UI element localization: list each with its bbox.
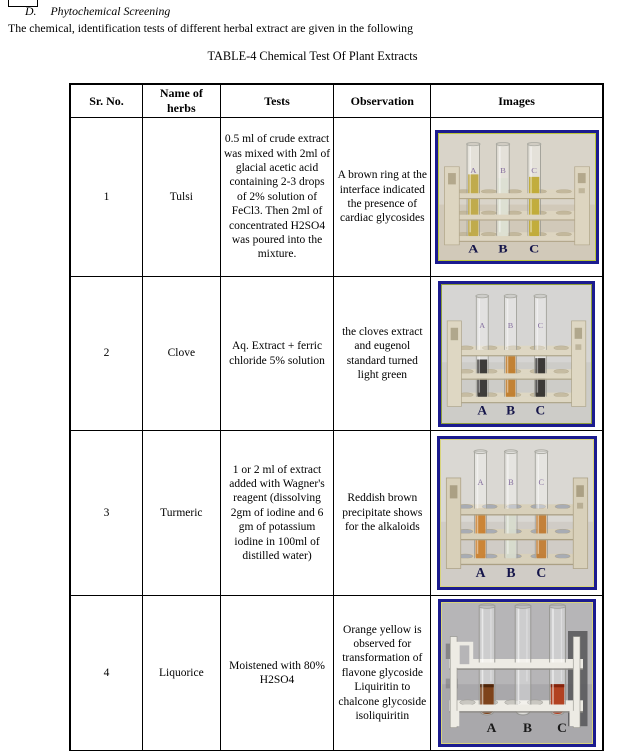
sr-no-cell: 4 [70, 596, 143, 751]
table-row [70, 596, 603, 751]
test-tube-rack-photo [441, 602, 593, 744]
test-tube-rack-photo [440, 439, 594, 587]
table-row [70, 431, 603, 596]
svg-text:C: C [530, 166, 537, 175]
svg-text:A: A [479, 320, 486, 330]
table-title: TABLE-4 Chemical Test Of Plant Extracts [207, 49, 418, 63]
svg-text:A: A [475, 565, 486, 581]
svg-text:A: A [477, 478, 484, 488]
svg-text:C: C [556, 720, 567, 735]
image-cell [431, 118, 603, 277]
photo-turmeric-test [437, 436, 597, 590]
image-cell [431, 277, 603, 431]
image-cell [431, 596, 603, 751]
herb-cell: Turmeric [143, 431, 221, 596]
sr-no-cell: 1 [70, 118, 143, 277]
observation-cell: the cloves extract and eugenol standard turned light green [334, 277, 431, 431]
svg-text:A: A [469, 166, 476, 175]
observation-cell: Reddish brown precipitate shows for the alkaloids [334, 431, 431, 596]
section-heading [25, 4, 170, 19]
svg-text:C: C [538, 478, 544, 488]
svg-text:C: C [528, 242, 539, 256]
svg-text:A: A [486, 720, 496, 735]
svg-text:A: A [467, 242, 478, 256]
svg-text:B: B [499, 166, 506, 175]
photo-tulsi-test [435, 130, 599, 264]
section-title: Phytochemical Screening [50, 4, 171, 18]
header-tests: Tests [220, 84, 334, 118]
test-tube-rack-photo [441, 284, 592, 424]
observation-cell: Orange yellow is observed for transformation of flavone glycoside Liquiritin to chalcone glycoside isoliquiritin [334, 596, 431, 751]
test-tube-rack-photo [438, 133, 596, 261]
svg-text:B: B [506, 402, 516, 418]
svg-text:B: B [507, 320, 514, 330]
header-name-of-herbs: Name of herbs [143, 84, 221, 118]
section-label: D. [25, 4, 37, 18]
header-images: Images [431, 84, 603, 118]
table-header-row [70, 84, 603, 118]
svg-text:C: C [537, 320, 544, 330]
sr-no-cell: 2 [70, 277, 143, 431]
photo-clove-test [438, 281, 595, 427]
test-cell: 1 or 2 ml of extract added with Wagner's reagent (dissolving 2gm of iodine and 6 gm of potassium iodine in 100ml of distilled water) [220, 431, 334, 596]
header-observation: Observation [334, 84, 431, 118]
intro-text: The chemical, identification tests of different herbal extract are given in the following [8, 21, 413, 35]
test-cell: 0.5 ml of crude extract was mixed with 2ml of glacial acetic acid containing 2-3 drops of 2% solution of FeCl3. Then 2ml of concentrated H2SO4 was poured into the mixture. [220, 118, 334, 277]
table-row [70, 118, 603, 277]
image-cell [431, 431, 603, 596]
svg-text:C: C [535, 565, 546, 581]
svg-text:C: C [535, 402, 546, 418]
header-sr-no: Sr. No. [70, 84, 143, 118]
photo-liquorice-test [438, 599, 596, 747]
sr-no-cell: 3 [70, 431, 143, 596]
svg-text:B: B [497, 242, 508, 256]
svg-text:A: A [477, 402, 488, 418]
herb-cell: Tulsi [143, 118, 221, 277]
test-cell: Aq. Extract + ferric chloride 5% solution [220, 277, 334, 431]
herb-cell: Clove [143, 277, 221, 431]
svg-text:B: B [522, 720, 532, 735]
chemical-tests-table [69, 83, 604, 751]
herb-cell: Liquorice [143, 596, 221, 751]
svg-text:B: B [507, 478, 514, 488]
observation-cell: A brown ring at the interface indicated the presence of cardiac glycosides [334, 118, 431, 277]
test-cell: Moistened with 80% H2SO4 [220, 596, 334, 751]
table-row [70, 277, 603, 431]
svg-text:B: B [505, 565, 516, 581]
